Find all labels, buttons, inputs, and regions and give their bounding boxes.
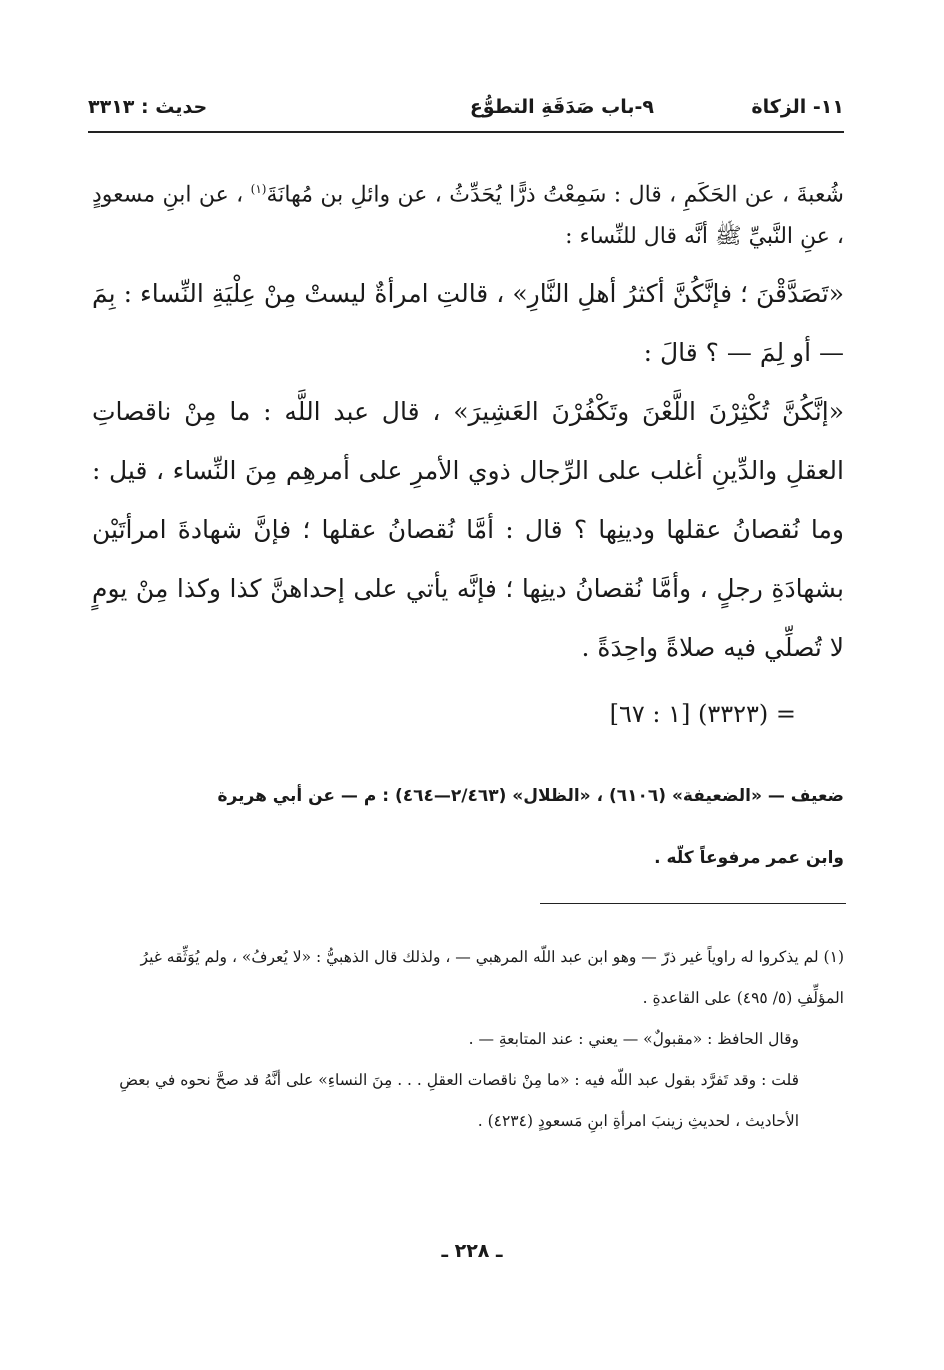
page-number: ـ ٢٢٨ ـ [441,1240,503,1262]
footnote-1-hafiz: وقال الحافظ : «مقبولٌ» — يعني : عند المتابعةِ — . [468,1030,799,1048]
isnad-text-part2: ، عن ابنِ مسعودٍ ، عنِ النَّبيِّ ﷺ أنَّه قال للنِّساء : [92,182,844,250]
grading-note [100,765,844,889]
footnote-1-text: (١) لم يذكروا له راوياً غير ذرّ — وهو ابن عبد اللّه المرهبي — ، ولذلك قال الذهبيُّ : «لا يُعرفُ» ، ولم يُوَثِّقه غيرُ المؤلِّفِ (٥/ ٤٩٥) على القاعدةِ . [140,948,844,1007]
footnote-1-comment: قلت : وقد تَفرَّد بقول عبد اللّه فيه : «ما مِنْ ناقصات العقلِ . . . مِنَ النساءِ» على أنَّهُ قد صحَّ نحوه في بعضِ الأحاديث ، لحديثِ زينبَ امرأةِ ابنِ مَسعودٍ (٤٢٣٤) . [119,1071,799,1130]
chapter-title: ١١- الزكاة [751,96,844,118]
isnad-text-part1: شُعبةَ ، عن الحَكَمِ ، قال : سَمِعْتُ ذرًّا يُحَدِّثُ ، عن وائلِ بن مُهانَةَ [266,182,844,208]
footnote-divider [540,903,846,904]
hadith-text [92,168,844,677]
matn-paragraph-1: «تَصَدَّقْنَ ؛ فإنَّكُنَّ أكثرُ أهلِ النَّارِ» ، قالتِ امرأةٌ ليستْ مِنْ عِلْيَةِ النِّساء : بِمَ — أو لِمَ — ؟ قالَ : [92,279,844,368]
matn-paragraph-2: «إنَّكُنَّ تُكْثِرْنَ اللَّعْنَ وتَكْفُرْنَ العَشِيرَ» ، قال عبد اللَّه : ما مِنْ ناقصاتِ العقلِ والدِّينِ أغلب على الرِّجال ذوي الأمرِ على أمرهِم مِنَ النِّساء ، قيل : وما نُقصانُ عقلها ودينِها ؟ قال : أمَّا نُقصانُ عقلها ؛ فإنَّ شهادةَ امرأتَيْن بشهادَةِ رجلٍ ، وأمَّا نُقصانُ دينِها ؛ فإنَّه يأتي على إحداهنَّ كذا وكذا مِنْ يومٍ لا تُصلِّي فيه صلاةً واحِدَةً . [92,397,844,663]
grading-line-2: وابن عمر مرفوعاً كلّه . [654,848,844,868]
section-title: ٩-باب صَدَقَةِ التطوُّع [469,96,654,118]
grading-line-1: ضعيف — «الضعيفة» (٦١٠٦) ، «الظلال» (٢/٤٦٣—٤٦٤) : م — عن أبي هريرة [217,786,844,806]
footnotes [96,937,844,1142]
cross-reference: = (٣٣٢٣) [١ : ٦٧] [609,700,796,728]
hadith-number: حديث : ٣٣١٣ [88,96,208,118]
footnote-marker: (١) [250,182,267,196]
header-divider [88,131,844,133]
running-header [88,90,844,130]
isnad-paragraph [92,168,844,258]
